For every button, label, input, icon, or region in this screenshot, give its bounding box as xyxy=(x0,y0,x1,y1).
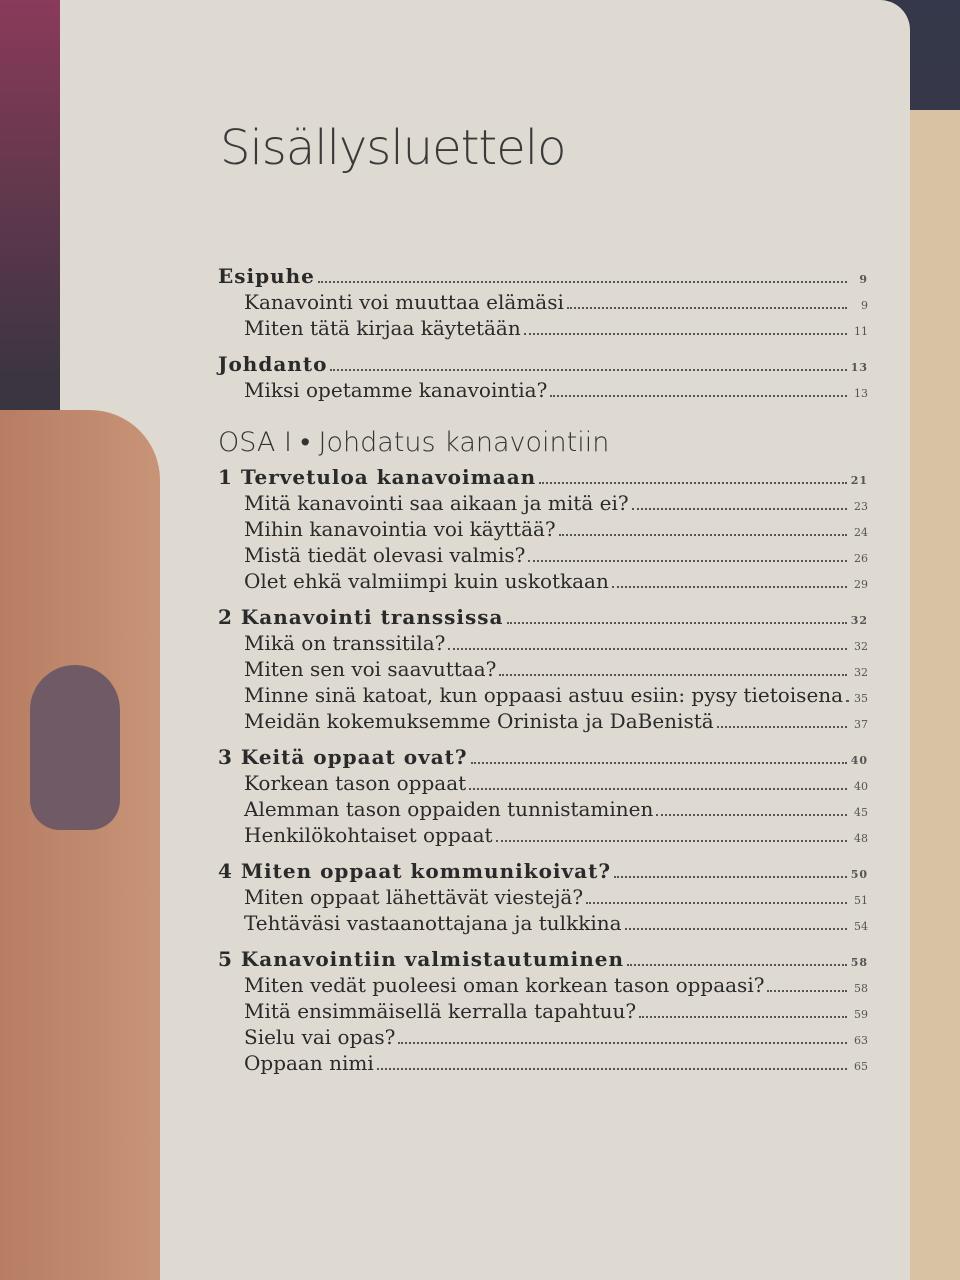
dot-leader xyxy=(627,964,847,966)
toc-entry xyxy=(218,772,868,798)
entry-label: Henkilökohtaiset oppaat xyxy=(244,823,493,847)
entry-label: Mistä tiedät olevasi valmis? xyxy=(244,543,526,567)
page-number: 23 xyxy=(854,500,868,513)
toc-entry xyxy=(218,492,868,518)
page-number: 32 xyxy=(850,614,868,627)
page-number: 24 xyxy=(854,526,868,539)
entry-label: 1 Tervetuloa kanavoimaan xyxy=(218,465,537,489)
page-number: 32 xyxy=(854,640,868,653)
dot-leader xyxy=(639,1016,847,1018)
toc-entry xyxy=(218,466,868,492)
page-number: 26 xyxy=(854,552,868,565)
dot-leader xyxy=(656,814,847,816)
table-of-contents xyxy=(218,265,868,1078)
page-number: 21 xyxy=(850,474,868,487)
page-number: 58 xyxy=(850,956,868,969)
page-number: 9 xyxy=(859,273,868,286)
entry-label: Esipuhe xyxy=(218,264,315,288)
dot-leader xyxy=(318,281,847,283)
entry-label: Miten oppaat lähettävät viestejä? xyxy=(244,885,584,909)
page-number: 50 xyxy=(850,868,868,881)
dot-leader xyxy=(330,369,847,371)
dot-leader xyxy=(496,840,847,842)
page-number: 13 xyxy=(850,361,868,374)
dot-leader xyxy=(448,648,847,650)
page-number: 51 xyxy=(854,894,868,907)
entry-label: Johdanto xyxy=(218,352,328,376)
entry-label: Kanavointi voi muuttaa elämäsi xyxy=(244,290,564,314)
entry-label: 5 Kanavointiin valmistautuminen xyxy=(218,947,625,971)
dot-leader xyxy=(377,1068,847,1070)
entry-label: Miten tätä kirjaa käytetään xyxy=(244,316,521,340)
dot-leader xyxy=(614,876,847,878)
toc-entry xyxy=(218,291,868,317)
entry-label: Minne sinä katoat, kun oppaasi astuu esiin: pysy tietoisena xyxy=(244,683,844,707)
dot-leader xyxy=(471,762,847,764)
toc-entry xyxy=(218,317,868,343)
toc-entry xyxy=(218,746,868,772)
page-number: 29 xyxy=(854,578,868,591)
entry-label: Meidän kokemuksemme Orinista ja DaBenistä xyxy=(244,709,714,733)
entry-label: Miksi opetamme kanavointia? xyxy=(244,378,548,402)
toc-entry xyxy=(218,684,868,710)
toc-entry xyxy=(218,912,868,938)
page-number: 35 xyxy=(854,692,868,705)
dot-leader xyxy=(717,726,847,728)
page-number: 45 xyxy=(854,806,868,819)
dot-leader xyxy=(550,395,847,397)
dot-leader xyxy=(524,333,847,335)
dot-leader xyxy=(539,482,847,484)
dot-leader xyxy=(625,928,847,930)
page-number: 9 xyxy=(861,299,868,312)
entry-label: Olet ehkä valmiimpi kuin uskotkaan xyxy=(244,569,609,593)
toc-entry xyxy=(218,1052,868,1078)
page-title: Sisällysluettelo xyxy=(220,120,566,176)
page-number: 32 xyxy=(854,666,868,679)
page-number: 63 xyxy=(854,1034,868,1047)
page-number: 40 xyxy=(854,780,868,793)
dot-leader xyxy=(499,674,847,676)
dot-leader xyxy=(507,622,848,624)
toc-entry xyxy=(218,824,868,850)
page-number: 11 xyxy=(854,325,868,338)
toc-entry xyxy=(218,886,868,912)
entry-label: Mihin kanavointia voi käyttää? xyxy=(244,517,556,541)
toc-entry xyxy=(218,544,868,570)
toc-entry xyxy=(218,974,868,1000)
dot-leader xyxy=(528,560,847,562)
entry-label: Sielu vai opas? xyxy=(244,1025,396,1049)
dot-leader xyxy=(632,508,847,510)
toc-entry xyxy=(218,948,868,974)
entry-label: Miten sen voi saavuttaa? xyxy=(244,657,497,681)
entry-label: Tehtäväsi vastaanottajana ja tulkkina xyxy=(244,911,622,935)
toc-entry xyxy=(218,632,868,658)
entry-label: 4 Miten oppaat kommunikoivat? xyxy=(218,859,612,883)
toc-entry xyxy=(218,518,868,544)
toc-entry xyxy=(218,353,868,379)
part-heading: OSA I • Johdatus kanavointiin xyxy=(218,427,610,458)
entry-label: Oppaan nimi xyxy=(244,1051,374,1075)
page-number: 40 xyxy=(850,754,868,767)
dot-leader xyxy=(559,534,847,536)
entry-label: 3 Keitä oppaat ovat? xyxy=(218,745,468,769)
toc-entry xyxy=(218,710,868,736)
entry-label: Mikä on transsitila? xyxy=(244,631,446,655)
page-number: 13 xyxy=(854,387,868,400)
page-number: 59 xyxy=(854,1008,868,1021)
toc-entry xyxy=(218,379,868,405)
dot-leader xyxy=(469,788,847,790)
thumbnail xyxy=(30,665,120,830)
page-number: 58 xyxy=(854,982,868,995)
toc-entry xyxy=(218,798,868,824)
entry-label: Alemman tason oppaiden tunnistaminen xyxy=(244,797,654,821)
thumb xyxy=(0,410,160,1280)
page-number: 48 xyxy=(854,832,868,845)
dot-leader xyxy=(612,586,847,588)
entry-label: Miten vedät puoleesi oman korkean tason oppaasi? xyxy=(244,973,765,997)
toc-entry xyxy=(218,606,868,632)
page-number: 54 xyxy=(854,920,868,933)
page-number: 65 xyxy=(854,1060,868,1073)
dot-leader xyxy=(767,990,847,992)
dot-leader xyxy=(586,902,847,904)
toc-entry xyxy=(218,860,868,886)
toc-entry xyxy=(218,1026,868,1052)
entry-label: Mitä ensimmäisellä kerralla tapahtuu? xyxy=(244,999,637,1023)
entry-label: 2 Kanavointi transsissa xyxy=(218,605,504,629)
dot-leader xyxy=(567,307,847,309)
toc-entry xyxy=(218,658,868,684)
dot-leader xyxy=(846,700,847,702)
toc-entry xyxy=(218,265,868,291)
entry-label: Mitä kanavointi saa aikaan ja mitä ei? xyxy=(244,491,629,515)
toc-entry xyxy=(218,1000,868,1026)
entry-label: Korkean tason oppaat xyxy=(244,771,467,795)
dot-leader xyxy=(398,1042,847,1044)
page-number: 37 xyxy=(854,718,868,731)
toc-entry xyxy=(218,570,868,596)
